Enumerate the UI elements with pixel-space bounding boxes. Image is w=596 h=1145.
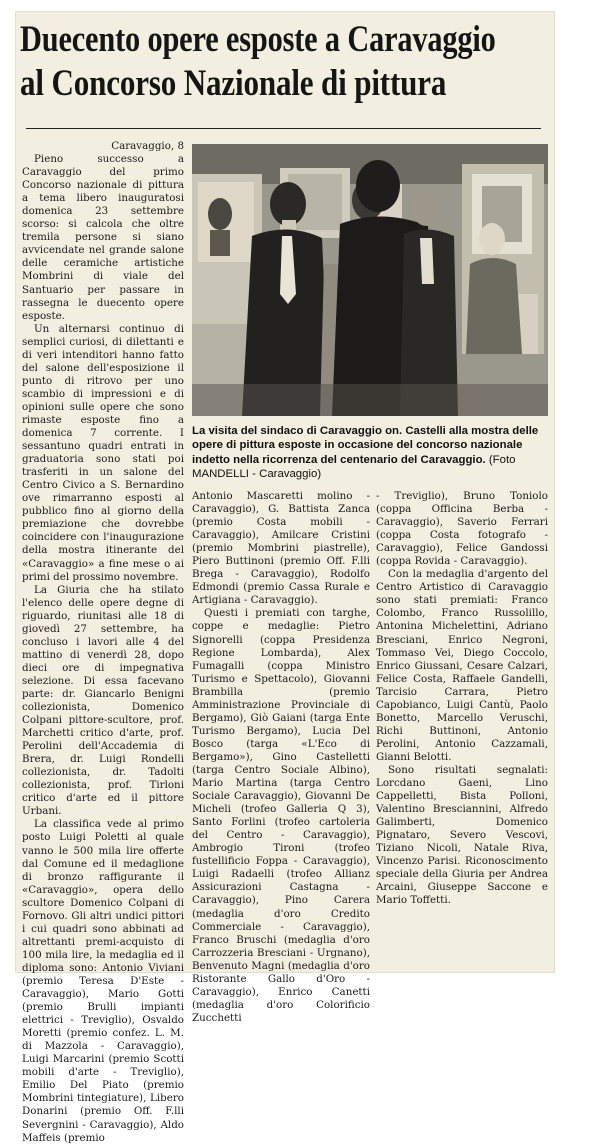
article-column-2	[192, 490, 370, 1024]
paragraph: Questi i premiati con targhe, coppe e medaglie: Pietro Signorelli (coppa Presidenza Regione Lombarda), Alex Fumagalli (coppa Ministro Turismo e Spettacolo), Giovanni Brambilla (premio Amministrazione Provinciale di Bergamo), Giò Gaiani (targa Ente Turismo Bergamo), Lucia Del Bosco (targa «L'Eco di Bergamo»), Gino Castelletti (targa Centro Sociale Albino), Mario Martina (targa Centro Sociale Caravaggio), Giovanni De Micheli (trofeo Galleria Q 3), Santo Forlini (trofeo cartoleria del Centro - Caravaggio), Ambrogio Tironi (trofeo fustellificio Foppa - Caravaggio), Luigi Radaelli (trofeo Allianz Assicurazioni Castagna - Caravaggio), Pino Carera (medaglia d'oro Credito Commerciale - Caravaggio), Franco Bruschi (medaglia d'oro Carrozzeria Bresciani - Urgnano), Benvenuto Magni (medaglia d'oro Ristorante Gallo d'Oro - Caravaggio), Enrico Canetti (medaglia d'oro Colorificio Zucchetti	[192, 607, 370, 1024]
paragraph: - Treviglio), Bruno Toniolo (coppa Officina Berba - Caravaggio), Saverio Ferrari (coppa Costa fotografo - Caravaggio), Felice Gandossi (coppa Rovida - Caravaggio).	[376, 490, 548, 568]
photo-caption	[192, 424, 548, 481]
headline	[20, 18, 550, 106]
paragraph: Sono risultati segnalati: Lorcdano Gaeni, Lino Cappelletti, Bista Polloni, Valentino Bresciannini, Alfredo Galimberti, Domenico Pignataro, Severo Vescovi, Tiziano Nicoli, Natale Riva, Vincenzo Parisi. Riconoscimento speciale della Giuria per Andrea Arcaini, Giuseppe Saccone e Mario Toffetti.	[376, 763, 548, 907]
paragraph: La classifica vede al primo posto Luigi Poletti al quale vanno le 500 mila lire offerte dal Comune ed il medaglione di bronzo raffigurante il «Caravaggio», opera dello scultore Domenico Colpani di Fornovo. Gli altri undici pittori i cui quadri sono abbinati ad altrettanti premi-acquisto di 100 mila lire, la medaglia ed il diploma sono: Antonio Viviani (premio Teresa D'Este - Caravaggio), Mario Gotti (premio Brulli impianti elettrici - Treviglio), Osvaldo Moretti (premio confez. L. M. di Mazzola - Caravaggio), Luigi Marcarini (premio Scotti mobili d'arte - Treviglio), Emilio Del Piato (premio Mombrini tintegiature), Libero Donarini (premio Off. F.lli Severgnini - Caravaggio), Aldo Maffeis (premio	[22, 818, 184, 1144]
headline-line-1: Duecento opere esposte a Caravaggio	[20, 19, 496, 60]
paragraph: Antonio Mascaretti molino - Caravaggio), G. Battista Zanca (premio Costa mobili - Caravaggio), Amilcare Cristini (premio Mombrini piastrelle), Piero Buttinoni (premio Off. F.lli Brega - Caravaggio), Rodolfo Edmondi (premio Cassa Rurale e Artigiana - Caravaggio).	[192, 490, 370, 607]
paragraph: Pieno successo a Caravaggio del primo Concorso nazionale di pittura a tema libero inauguratosi domenica 23 settembre scorso: si calcola che oltre tremila persone si siano avvicendate nel grande salone delle ceramiche artistiche Mombrini di viale del Santuario per passare in rassegna le duecento opere esposte.	[22, 153, 184, 322]
headline-line-2: al Concorso Nazionale di pittura	[20, 63, 447, 104]
dateline: Caravaggio, 8	[111, 140, 184, 152]
article-column-1	[22, 140, 184, 1144]
article-column-3	[376, 490, 548, 907]
news-photo	[192, 144, 548, 416]
caption-text: La visita del sindaco di Caravaggio on. Castelli alla mostra delle opere di pittura esposte in occasione del concorso nazionale indetto nella ricorrenza del centenario del Caravaggio.	[192, 425, 539, 466]
photo-illustration	[192, 144, 548, 416]
photo-credit: (Foto MANDELLI - Caravaggio)	[192, 453, 516, 480]
headline-rule	[26, 128, 541, 129]
paragraph: Con la medaglia d'argento del Centro Artistico di Caravaggio sono stati premiati: Franco Colombo, Franco Russolillo, Antonina Michelettini, Adriano Bresciani, Enrico Negroni, Tommaso Vei, Diego Coccolo, Enrico Giussani, Cesare Calzari, Felice Costa, Raffaele Gandelli, Tarcisio Carrara, Pietro Capobianco, Luigi Cantù, Paolo Bonetto, Marcello Veruschi, Richi Buttinoni, Antonio Perolini, Antonio Cazzamali, Gianni Belotti.	[376, 568, 548, 763]
paragraph: Un alternarsi continuo di semplici curiosi, di dilettanti e di veri intenditori hanno fatto del salone dell'esposizione il punto di ritrovo per uno scambio di impressioni e di opinioni sulle opere che sono rimaste esposte fino a domenica 7 corrente. I sessantuno quadri entrati in graduatoria sono stati poi trasferiti in un salone del Centro Civico a S. Bernardino ove rimarranno esposti al pubblico fino al giorno della premiazione che dovrebbe coincidere con l'inaugurazione della mostra itinerante del «Caravaggio» a fine mese o ai primi del prossimo novembre.	[22, 322, 184, 583]
newspaper-clipping	[16, 12, 554, 1144]
paragraph: La Giuria che ha stilato l'elenco delle opere degne di riguardo, riunitasi alle 18 di giovedì 27 settembre, ha concluso i lavori alle 4 del mattino di venerdì 28, dopo dieci ore di impegnativa selezione. Di essa facevano parte: dr. Giancarlo Benigni collezionista, Domenico Colpani pittore-scultore, prof. Marchetti critico d'arte, prof. Perolini dell'Accademia di Brera, dr. Luigi Rondelli collezionista, dr. Tadolti collezionista, prof. Tirloni critico d'arte ed il pittore Urbani.	[22, 583, 184, 818]
